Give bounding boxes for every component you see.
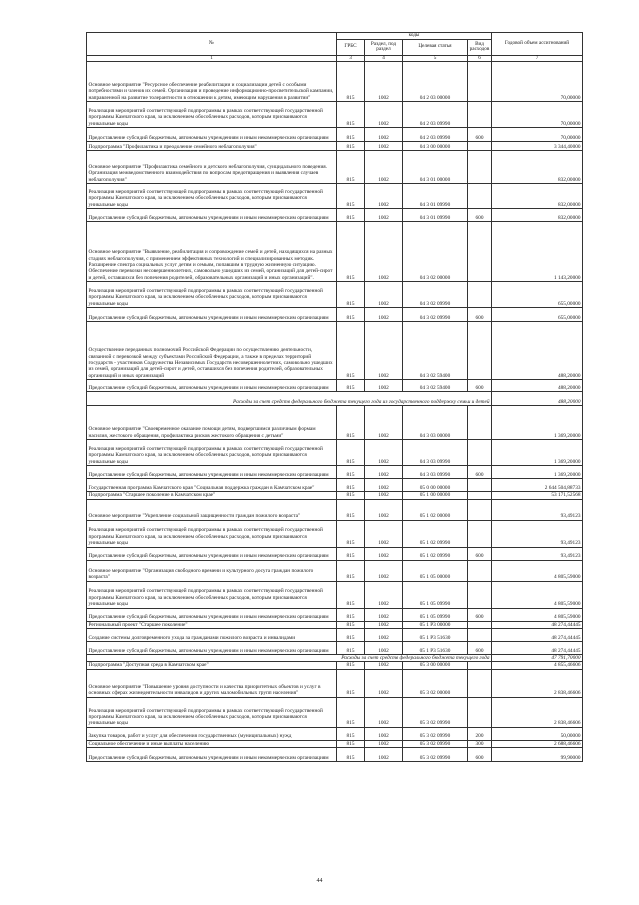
razdel-cell: 1002 xyxy=(365,740,403,747)
expense-type-cell: 600 xyxy=(468,209,492,222)
item-name-cell: Предоставление субсидий бюджетным, автономным учреждениям и иным некоммерческим организациям xyxy=(87,128,337,142)
grbs-cell: 815 xyxy=(337,560,365,581)
razdel-cell: 1002 xyxy=(365,440,403,466)
table-row xyxy=(87,669,583,697)
razdel-cell: 1002 xyxy=(365,697,403,727)
grbs-cell: 815 xyxy=(337,740,365,747)
column-number: 1 xyxy=(87,55,337,62)
razdel-cell: 1002 xyxy=(365,662,403,669)
table-row xyxy=(87,440,583,466)
expense-type-cell xyxy=(468,621,492,628)
amount-cell: 832,00000 xyxy=(492,209,583,222)
target-article-cell: 04 3 03 00000 xyxy=(403,406,468,440)
razdel-cell: 1002 xyxy=(365,380,403,392)
table-row xyxy=(87,621,583,628)
target-article-cell: 04 3 02 09990 xyxy=(403,308,468,322)
table-row xyxy=(87,282,583,308)
target-article-cell: 04 3 02 09990 xyxy=(403,282,468,308)
item-name-cell: Подпрограмма "Старшее поколение в Камчатском крае" xyxy=(87,492,337,499)
expense-type-cell: 600 xyxy=(468,466,492,479)
grbs-cell: 815 xyxy=(337,322,365,380)
razdel-cell: 1002 xyxy=(365,151,403,184)
grbs-cell: 815 xyxy=(337,492,365,499)
item-name-cell: Государственная программа Камчатского края "Социальная поддержка граждан в Камчатском крае" xyxy=(87,479,337,492)
item-name-cell: Основное мероприятие "Укрепление социальной защищенности граждан пожилого возраста" xyxy=(87,499,337,520)
razdel-cell: 1002 xyxy=(365,547,403,560)
grbs-cell: 815 xyxy=(337,282,365,308)
header-sum: Годовой объем ассигнований xyxy=(492,33,583,56)
target-article-cell: 04 2 03 09990 xyxy=(403,128,468,142)
table-row xyxy=(87,322,583,380)
grbs-cell: 815 xyxy=(337,621,365,628)
razdel-cell: 1002 xyxy=(365,406,403,440)
expense-type-cell: 600 xyxy=(468,128,492,142)
expense-type-cell xyxy=(468,102,492,128)
amount-cell: 4 805,59000 xyxy=(492,560,583,581)
table-row xyxy=(87,406,583,440)
grbs-cell: 815 xyxy=(337,479,365,492)
amount-cell: 4 855,46606 xyxy=(492,662,583,669)
razdel-cell: 1002 xyxy=(365,642,403,655)
header-num: № xyxy=(87,33,337,56)
item-name-cell: Предоставление субсидий бюджетным, автономным учреждениям и иным некоммерческим организациям xyxy=(87,380,337,392)
expense-type-cell xyxy=(468,581,492,608)
table-header xyxy=(87,33,583,62)
razdel-cell: 1002 xyxy=(365,520,403,547)
header-razdel: Раздел, под раздел xyxy=(365,39,403,55)
column-number: 4 xyxy=(365,55,403,62)
amount-cell: 655,00000 xyxy=(492,308,583,322)
column-number-row xyxy=(87,55,583,62)
amount-cell: 4 805,59000 xyxy=(492,608,583,621)
razdel-cell: 1002 xyxy=(365,499,403,520)
item-name-cell: Региональный проект "Старшее поколение" xyxy=(87,621,337,628)
amount-cell: 93,49123 xyxy=(492,520,583,547)
item-name-cell: Основное мероприятие "Повышение уровня доступности и качества приоритетных объектов и услуг в основных сферах жизнедеятельности инвалидов и других маломобильных групп населения" xyxy=(87,669,337,697)
grbs-cell: 815 xyxy=(337,748,365,762)
amount-cell: 47 791,70000 xyxy=(492,655,583,662)
grbs-cell: 815 xyxy=(337,102,365,128)
expense-type-cell xyxy=(468,499,492,520)
amount-cell: 655,00000 xyxy=(492,282,583,308)
item-name-cell: Осуществление переданных полномочий Российской Федерации по осуществлению деятельности, связанной с перевозкой между субъектами Российской Федерации, а также в пределах территорий государств - участников Содружества Независимых Государств несовершеннолетних, самовольно ушедших из семей, организаций для детей-сирот и детей, оставшихся без попечения родителей, образовательных организаций и иных организаций xyxy=(87,322,337,380)
table-row xyxy=(87,662,583,669)
column-number: 3 xyxy=(337,55,365,62)
razdel-cell: 1002 xyxy=(365,479,403,492)
table-row xyxy=(87,642,583,655)
target-article-cell: 04 2 03 00000 xyxy=(403,62,468,102)
target-article-cell: 04 3 00 00000 xyxy=(403,142,468,151)
expense-type-cell: 600 xyxy=(468,748,492,762)
amount-cell: 93,49123 xyxy=(492,499,583,520)
grbs-cell: 815 xyxy=(337,697,365,727)
amount-cell: 53 171,52568 xyxy=(492,492,583,499)
razdel-cell: 1002 xyxy=(365,62,403,102)
target-article-cell: 05 3 02 09990 xyxy=(403,748,468,762)
grbs-cell: 815 xyxy=(337,608,365,621)
table-note-row xyxy=(87,655,583,662)
grbs-cell: 815 xyxy=(337,151,365,184)
target-article-cell: 05 3 00 00000 xyxy=(403,662,468,669)
amount-cell: 488,20000 xyxy=(492,322,583,380)
razdel-cell: 1002 xyxy=(365,184,403,209)
item-name-cell: Реализация мероприятий соответствующей подпрограммы в рамках соответствующей государственной программы Камчатского края, за исключением обособленных расходов, которым присваиваются уникальные коды xyxy=(87,581,337,608)
expense-type-cell xyxy=(468,282,492,308)
target-article-cell: 04 3 03 09990 xyxy=(403,440,468,466)
amount-cell: 1 369,20000 xyxy=(492,440,583,466)
razdel-cell: 1002 xyxy=(365,102,403,128)
expense-type-cell xyxy=(468,479,492,492)
grbs-cell: 815 xyxy=(337,499,365,520)
target-article-cell: 05 1 05 00000 xyxy=(403,560,468,581)
grbs-cell: 815 xyxy=(337,142,365,151)
expense-type-cell xyxy=(468,697,492,727)
page-number: 44 xyxy=(316,878,323,884)
header-cs: Целевая статья xyxy=(403,39,468,55)
amount-cell: 48 274,44445 xyxy=(492,629,583,642)
target-article-cell: 05 3 02 09990 xyxy=(403,727,468,740)
item-name-cell: Закупка товаров, работ и услуг для обеспечения государственных (муниципальных) нужд xyxy=(87,727,337,740)
target-article-cell: 05 1 02 09990 xyxy=(403,547,468,560)
target-article-cell: 05 1 00 00000 xyxy=(403,492,468,499)
razdel-cell: 1002 xyxy=(365,608,403,621)
razdel-cell: 1002 xyxy=(365,727,403,740)
amount-cell: 832,00000 xyxy=(492,184,583,209)
expense-type-cell xyxy=(468,440,492,466)
razdel-cell: 1002 xyxy=(365,128,403,142)
item-name-cell: Реализация мероприятий соответствующей подпрограммы в рамках соответствующей государственной программы Камчатского края, за исключением обособленных расходов, которым присваиваются уникальные коды xyxy=(87,520,337,547)
budget-table xyxy=(86,32,583,762)
item-name-cell: Предоставление субсидий бюджетным, автономным учреждениям и иным некоммерческим организациям xyxy=(87,642,337,655)
amount-cell: 1 369,20000 xyxy=(492,466,583,479)
amount-cell: 4 805,59000 xyxy=(492,581,583,608)
amount-cell: 832,00000 xyxy=(492,151,583,184)
grbs-cell: 815 xyxy=(337,440,365,466)
target-article-cell: 04 3 02 59400 xyxy=(403,322,468,380)
table-row xyxy=(87,629,583,642)
grbs-cell: 815 xyxy=(337,406,365,440)
amount-cell: 70,00000 xyxy=(492,102,583,128)
column-number: 7 xyxy=(492,55,583,62)
target-article-cell: 05 1 02 00000 xyxy=(403,499,468,520)
table-row xyxy=(87,62,583,102)
item-name-cell: Подпрограмма "Доступная среда в Камчатском крае" xyxy=(87,662,337,669)
grbs-cell: 815 xyxy=(337,184,365,209)
target-article-cell: 05 3 02 09990 xyxy=(403,740,468,747)
item-name-cell: Подпрограмма "Профилактика и преодоление семейного неблагополучия" xyxy=(87,142,337,151)
amount-cell: 99,90000 xyxy=(492,748,583,762)
header-grbs: ГРБС xyxy=(337,39,365,55)
table-row xyxy=(87,748,583,762)
grbs-cell: 815 xyxy=(337,62,365,102)
expense-type-cell: 200 xyxy=(468,727,492,740)
amount-cell: 2 838,46606 xyxy=(492,669,583,697)
amount-cell: 48 274,44445 xyxy=(492,642,583,655)
razdel-cell: 1002 xyxy=(365,322,403,380)
amount-cell: 488,20000 xyxy=(492,380,583,392)
target-article-cell: 05 1 P3 51630 xyxy=(403,642,468,655)
grbs-cell: 815 xyxy=(337,727,365,740)
table-row xyxy=(87,380,583,392)
item-name-cell: Предоставление субсидий бюджетным, автономным учреждениям и иным некоммерческим организациям xyxy=(87,466,337,479)
table-row xyxy=(87,222,583,282)
table-row xyxy=(87,520,583,547)
target-article-cell: 04 3 02 59400 xyxy=(403,380,468,392)
expense-type-cell xyxy=(468,151,492,184)
razdel-cell: 1002 xyxy=(365,560,403,581)
expense-type-cell xyxy=(468,406,492,440)
expense-type-cell: 600 xyxy=(468,380,492,392)
item-name-cell: Реализация мероприятий соответствующей подпрограммы в рамках соответствующей государственной программы Камчатского края, за исключением обособленных расходов, которым присваиваются уникальные коды xyxy=(87,184,337,209)
amount-cell: 48 274,44445 xyxy=(492,621,583,628)
expense-type-cell: 600 xyxy=(468,642,492,655)
razdel-cell: 1002 xyxy=(365,492,403,499)
table-row xyxy=(87,499,583,520)
razdel-cell: 1002 xyxy=(365,581,403,608)
expense-type-cell xyxy=(468,669,492,697)
expense-type-cell: 600 xyxy=(468,308,492,322)
grbs-cell: 815 xyxy=(337,308,365,322)
table-row xyxy=(87,560,583,581)
item-name-cell: Реализация мероприятий соответствующей подпрограммы в рамках соответствующей государственной программы Камчатского края, за исключением обособленных расходов, которым присваиваются уникальные коды xyxy=(87,282,337,308)
amount-cell: 488,20000 xyxy=(492,392,583,406)
razdel-cell: 1002 xyxy=(365,466,403,479)
table-row xyxy=(87,479,583,492)
item-name-cell: Основное мероприятие "Выявление, реабилитация и сопровождение семей и детей, находящихся на разных стадиях неблагополучия, с применением эффективных технологий и специализированных методик. Расширение спектра социальных услуг детям и семьям, попавшим в трудную жизненную ситуацию. Обеспечение перевозки несовершеннолетних, самовольно ушедших из семей, организаций для детей-сирот и детей, оставшихся без попечения родителей, образовательных организаций и иных организаций". xyxy=(87,222,337,282)
item-name-cell: Реализация мероприятий соответствующей подпрограммы в рамках соответствующей государственной программы Камчатского края, за исключением обособленных расходов, которым присваиваются уникальные коды xyxy=(87,102,337,128)
grbs-cell: 815 xyxy=(337,547,365,560)
amount-cell: 70,00000 xyxy=(492,128,583,142)
amount-cell: 1 143,20000 xyxy=(492,222,583,282)
column-number: 5 xyxy=(403,55,468,62)
item-name-cell: Основное мероприятие "Профилактика семейного и детского неблагополучия, суицидального поведения. Организация межведомственного взаимодействия по вопросам предотвращения и выявления случаев неблагополучия" xyxy=(87,151,337,184)
expense-type-cell: 600 xyxy=(468,608,492,621)
column-number: 6 xyxy=(468,55,492,62)
target-article-cell: 05 1 P3 51630 xyxy=(403,629,468,642)
grbs-cell: 815 xyxy=(337,209,365,222)
table-row xyxy=(87,102,583,128)
target-article-cell: 05 1 P3 00000 xyxy=(403,621,468,628)
table-row xyxy=(87,151,583,184)
note-text: Расходы за счет средств федерального бюджета текущего года из государственного поддержку семьи и детей xyxy=(87,392,492,406)
target-article-cell: 04 3 02 00000 xyxy=(403,222,468,282)
target-article-cell: 05 1 05 09990 xyxy=(403,581,468,608)
amount-cell: 50,00000 xyxy=(492,727,583,740)
table-note-row xyxy=(87,392,583,406)
header-codes: коды xyxy=(337,33,492,40)
table-row xyxy=(87,608,583,621)
expense-type-cell xyxy=(468,222,492,282)
expense-type-cell xyxy=(468,560,492,581)
item-name-cell: Предоставление субсидий бюджетным, автономным учреждениям и иным некоммерческим организациям xyxy=(87,748,337,762)
table-row xyxy=(87,128,583,142)
razdel-cell: 1002 xyxy=(365,282,403,308)
table-row xyxy=(87,184,583,209)
table-row xyxy=(87,697,583,727)
target-article-cell: 05 0 00 00000 xyxy=(403,479,468,492)
target-article-cell: 05 3 02 00000 xyxy=(403,669,468,697)
item-name-cell: Основное мероприятие "Своевременное оказание помощи детям, подвергшимся различным формам насилия, жестокого обращения, профилактика рисков жестокого обращения с детьми" xyxy=(87,406,337,440)
razdel-cell: 1002 xyxy=(365,621,403,628)
amount-cell: 2 688,46606 xyxy=(492,740,583,747)
expense-type-cell xyxy=(468,142,492,151)
grbs-cell: 815 xyxy=(337,662,365,669)
target-article-cell: 04 2 03 09990 xyxy=(403,102,468,128)
item-name-cell: Реализация мероприятий соответствующей подпрограммы в рамках соответствующей государственной программы Камчатского края, за исключением обособленных расходов, которым присваиваются уникальные коды xyxy=(87,697,337,727)
target-article-cell: 05 1 05 09990 xyxy=(403,608,468,621)
razdel-cell: 1002 xyxy=(365,142,403,151)
razdel-cell: 1002 xyxy=(365,748,403,762)
amount-cell: 3 344,40000 xyxy=(492,142,583,151)
target-article-cell: 04 3 01 00000 xyxy=(403,151,468,184)
expense-type-cell xyxy=(468,62,492,102)
expense-type-cell: 300 xyxy=(468,740,492,747)
target-article-cell: 05 3 02 09990 xyxy=(403,697,468,727)
table-row xyxy=(87,547,583,560)
razdel-cell: 1002 xyxy=(365,629,403,642)
table-row xyxy=(87,308,583,322)
header-vr: Вид расходов xyxy=(468,39,492,55)
razdel-cell: 1002 xyxy=(365,209,403,222)
amount-cell: 70,00000 xyxy=(492,62,583,102)
target-article-cell: 04 3 01 09990 xyxy=(403,209,468,222)
grbs-cell: 815 xyxy=(337,629,365,642)
razdel-cell: 1002 xyxy=(365,669,403,697)
expense-type-cell xyxy=(468,322,492,380)
expense-type-cell xyxy=(468,492,492,499)
razdel-cell: 1002 xyxy=(365,222,403,282)
expense-type-cell xyxy=(468,520,492,547)
target-article-cell: 04 3 01 09990 xyxy=(403,184,468,209)
item-name-cell: Создание системы долговременного ухода за гражданами пожилого возраста и инвалидами xyxy=(87,629,337,642)
item-name-cell: Основное мероприятие "Ресурсное обеспечение реабилитации и социализации детей с особыми потребностями и членов их семей. Организация и проведение информационно-просветительской кампании, направленной на развитие толерантности в отношении к детям, имеющим нарушения в развитии" xyxy=(87,62,337,102)
table-row xyxy=(87,492,583,499)
expense-type-cell xyxy=(468,662,492,669)
grbs-cell: 815 xyxy=(337,520,365,547)
item-name-cell: Основное мероприятие "Организация свободного времени и культурного досуга граждан пожилого возраста" xyxy=(87,560,337,581)
target-article-cell: 05 1 02 09990 xyxy=(403,520,468,547)
note-text: Расходы за счет средств федерального бюджета текущего года xyxy=(87,655,492,662)
grbs-cell: 815 xyxy=(337,466,365,479)
amount-cell: 2 838,46606 xyxy=(492,697,583,727)
amount-cell: 93,49123 xyxy=(492,547,583,560)
grbs-cell: 815 xyxy=(337,380,365,392)
table-row xyxy=(87,466,583,479)
expense-type-cell xyxy=(468,629,492,642)
target-article-cell: 04 3 03 09990 xyxy=(403,466,468,479)
grbs-cell: 815 xyxy=(337,128,365,142)
expense-type-cell xyxy=(468,184,492,209)
amount-cell: 1 369,20000 xyxy=(492,406,583,440)
expense-type-cell: 600 xyxy=(468,547,492,560)
table-row xyxy=(87,209,583,222)
grbs-cell: 815 xyxy=(337,669,365,697)
grbs-cell: 815 xyxy=(337,581,365,608)
item-name-cell: Реализация мероприятий соответствующей подпрограммы в рамках соответствующей государственной программы Камчатского края, за исключением обособленных расходов, которым присваиваются уникальные коды xyxy=(87,440,337,466)
item-name-cell: Предоставление субсидий бюджетным, автономным учреждениям и иным некоммерческим организациям xyxy=(87,209,337,222)
item-name-cell: Предоставление субсидий бюджетным, автономным учреждениям и иным некоммерческим организациям xyxy=(87,608,337,621)
grbs-cell: 815 xyxy=(337,222,365,282)
item-name-cell: Предоставление субсидий бюджетным, автономным учреждениям и иным некоммерческим организациям xyxy=(87,308,337,322)
table-body xyxy=(87,62,583,762)
table-row xyxy=(87,142,583,151)
razdel-cell: 1002 xyxy=(365,308,403,322)
grbs-cell: 815 xyxy=(337,642,365,655)
table-row xyxy=(87,740,583,747)
table-row xyxy=(87,727,583,740)
table-row xyxy=(87,581,583,608)
amount-cell: 2 644 504,88733 xyxy=(492,479,583,492)
item-name-cell: Социальное обеспечение и иные выплаты населению xyxy=(87,740,337,747)
item-name-cell: Предоставление субсидий бюджетным, автономным учреждениям и иным некоммерческим организациям xyxy=(87,547,337,560)
